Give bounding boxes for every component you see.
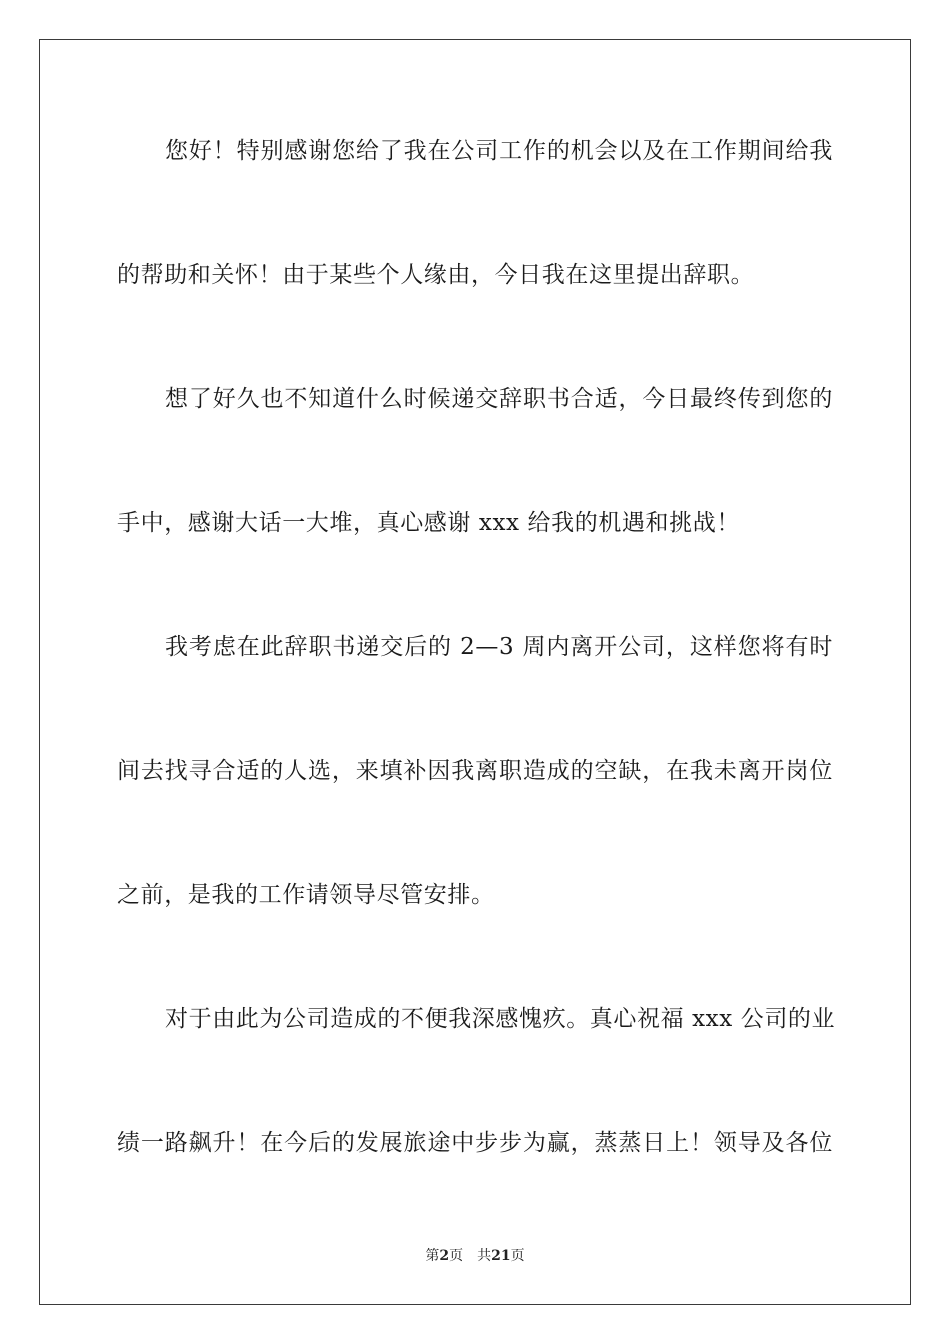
- page-prefix: 第: [425, 1248, 440, 1264]
- total-page-count: 21: [491, 1248, 511, 1264]
- paragraph-4-line-1: 对于由此为公司造成的不便我深感愧疚。真心祝福 xxx 公司的业: [165, 1006, 836, 1032]
- total-unit: 页: [510, 1248, 525, 1264]
- page-number-footer: [0, 1247, 950, 1265]
- page-border: [39, 39, 911, 1305]
- page-unit: 页: [449, 1248, 464, 1264]
- paragraph-2-line-2: 手中，感谢大话一大堆，真心感谢 xxx 给我的机遇和挑战！: [117, 510, 740, 536]
- total-prefix: 共: [477, 1248, 492, 1264]
- paragraph-1-line-2: 的帮助和关怀！由于某些个人缘由，今日我在这里提出辞职。: [117, 262, 755, 288]
- paragraph-4-line-2: 绩一路飙升！在今后的发展旅途中步步为赢，蒸蒸日上！领导及各位: [117, 1130, 833, 1156]
- paragraph-3-line-2: 间去找寻合适的人选，来填补因我离职造成的空缺，在我未离开岗位: [117, 758, 833, 784]
- paragraph-2-line-1: 想了好久也不知道什么时候递交辞职书合适，今日最终传到您的: [165, 386, 833, 412]
- paragraph-3-line-3: 之前，是我的工作请领导尽管安排。: [117, 882, 495, 908]
- current-page-number: 2: [439, 1248, 450, 1264]
- paragraph-3-line-1: 我考虑在此辞职书递交后的 2—3 周内离开公司，这样您将有时: [165, 634, 833, 660]
- paragraph-1-line-1: 您好！特别感谢您给了我在公司工作的机会以及在工作期间给我: [165, 138, 833, 164]
